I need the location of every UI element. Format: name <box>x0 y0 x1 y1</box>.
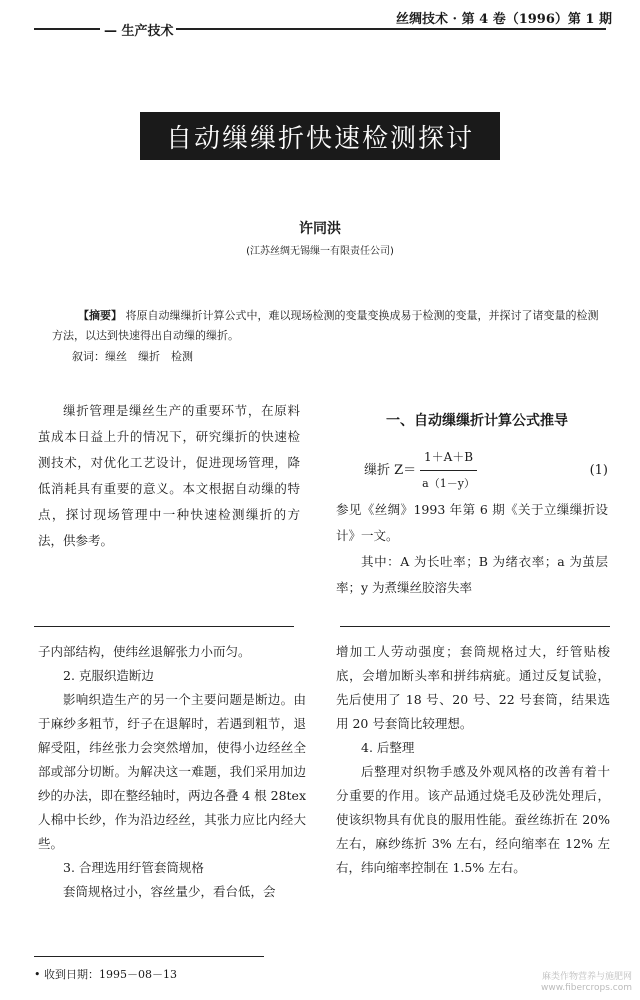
item-4-text: 后整理对织物手感及外观风格的改善有着十分重要的作用。该产品通过烧毛及砂洗处理后，使该织物具有优良的服用性能。蚕丝练折在 20% 左右，麻纱练折 3% 左右，经向缩率在 12% 左右，纬向缩率控制在 1.5% 左右。 <box>336 764 610 875</box>
abstract <box>52 306 604 346</box>
item-4-heading: 4. 后整理 <box>361 740 415 755</box>
formula-column <box>336 408 608 601</box>
author-name: 许同洪 <box>299 221 341 237</box>
variable-definitions: 其中：A 为长吐率；B 为绪衣率；a 为茧层率；y 为煮缫丝胶溶失率 <box>336 554 608 595</box>
keywords: 叙词：缫丝 缫折 检测 <box>72 350 193 363</box>
right-bottom-column <box>336 640 610 880</box>
formula-fraction <box>418 444 479 497</box>
item-2-heading: 2. 克服织造断边 <box>63 668 154 683</box>
left-bottom-column <box>38 640 306 904</box>
header-rule-left <box>34 28 100 30</box>
section-label: — 生产技术 <box>104 24 174 39</box>
received-date: • 收到日期：1995－08－13 <box>34 968 177 981</box>
column-divider-right <box>340 626 610 627</box>
formula-denominator: a（1－y） <box>422 477 475 490</box>
continued-line: 子内部结构，使纬丝退解张力小而匀。 <box>38 644 251 659</box>
formula-prefix: 缫折 Z＝ <box>364 462 417 478</box>
intro-paragraph: 缫折管理是缫丝生产的重要环节，在原料茧成本日益上升的情况下，研究缫折的快速检测技术，对优化工艺设计，促进现场管理，降低消耗具有重要的意义。本文根据自动缫的特点，探讨现场管理中一种快速检测缫折的方法，供参考。 <box>38 403 300 548</box>
journal-citation: 丝绸技术 · 第 4 卷（1996）第 1 期 <box>396 12 612 27</box>
intro-column <box>38 398 300 554</box>
abstract-text: 将原自动缫缫折计算公式中，难以现场检测的变量变换成易于检测的变量，并探讨了诸变量的检测方法，以达到快速得出自动缫的缫折。 <box>52 309 599 342</box>
article-title: 自动缫缫折快速检测探讨 <box>140 112 500 160</box>
header-rule-mid <box>176 28 606 30</box>
formula <box>336 444 608 497</box>
item-3-heading: 3. 合理选用纡管套筒规格 <box>63 860 204 875</box>
formula-numerator: 1＋A＋B <box>420 444 477 471</box>
author-affiliation: (江苏丝绸无锡缫一有限责任公司) <box>246 246 394 257</box>
column-divider-left <box>34 626 294 627</box>
section-heading: 一、自动缫缫折计算公式推导 <box>386 413 568 429</box>
formula-number: (1) <box>589 462 608 478</box>
watermark <box>541 972 632 994</box>
footnote-rule <box>34 956 264 957</box>
item-2-text: 影响织造生产的另一个主要问题是断边。由于麻纱多粗节，纡子在退解时，若遇到粗节，退解受阻，纬丝张力会突然增加，使得小边经丝全部或部分切断。为解决这一难题，我们采用加边纱的办法，即在整经轴时，两边各叠 4 根 28tex 人棉中长纱，作为沿边经丝，其张力应比内经大些。 <box>38 692 306 851</box>
watermark-name: 麻类作物营养与施肥网 <box>541 972 632 982</box>
watermark-url: www.fibercrops.com <box>541 983 632 993</box>
item-3-text: 套筒规格过小，容丝量少，看台低，会 <box>63 884 276 899</box>
reference-text: 参见《丝绸》1993 年第 6 期《关于立缫缫折设计》一文。 <box>336 502 608 543</box>
abstract-label: 【摘要】 <box>78 309 122 322</box>
continued-paragraph: 增加工人劳动强度；套筒规格过大，纡管贴梭底，会增加断头率和拼纬病疵。通过反复试验，先后使用了 18 号、20 号、22 号套筒，结果选用 20 号套筒比较理想。 <box>336 644 610 731</box>
